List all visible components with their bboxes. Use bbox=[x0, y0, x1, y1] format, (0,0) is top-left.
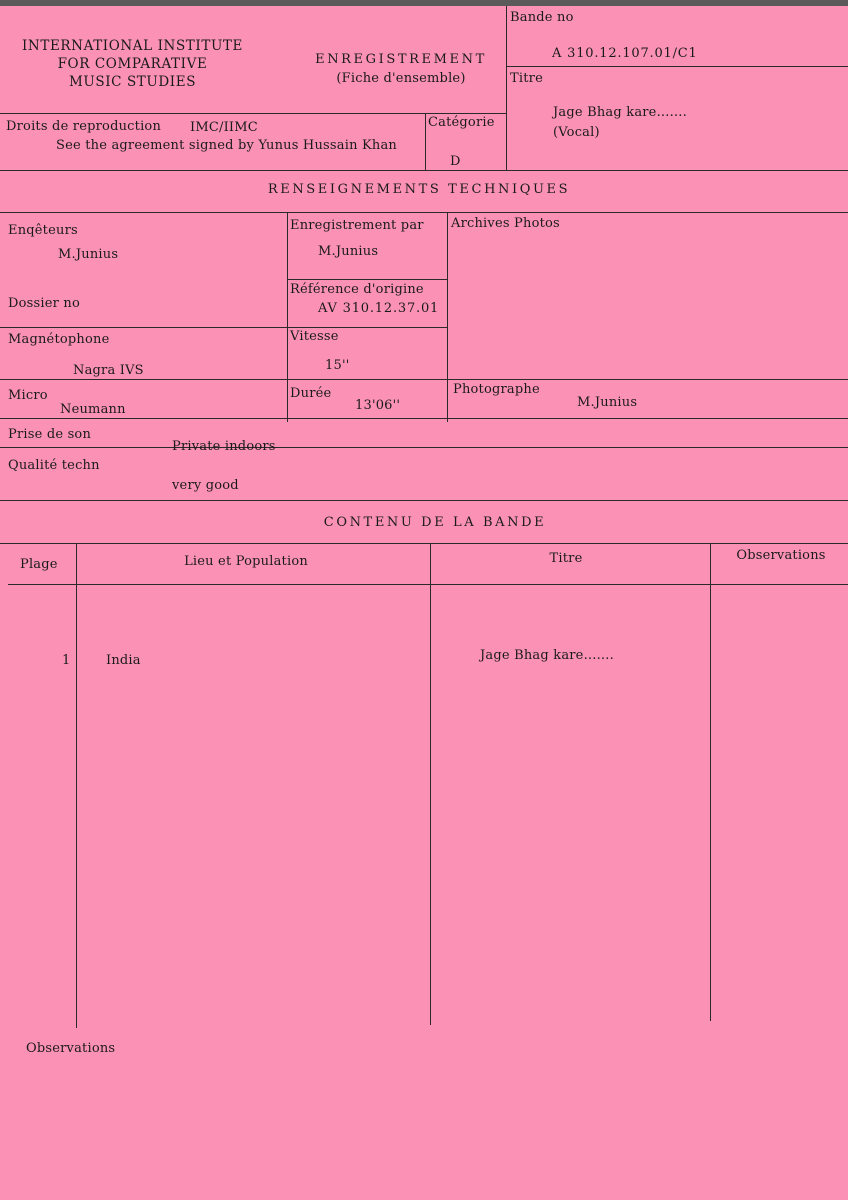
enregistrement-par-value: M.Junius bbox=[318, 244, 379, 259]
divider bbox=[0, 327, 447, 328]
divider bbox=[0, 500, 848, 501]
titre-value-vocal: (Vocal) bbox=[553, 125, 600, 140]
divider bbox=[447, 212, 448, 422]
divider bbox=[287, 279, 447, 280]
droits-note: See the agreement signed by Yunus Hussain Khan bbox=[56, 138, 397, 153]
dossier-label: Dossier no bbox=[8, 296, 80, 311]
divider bbox=[8, 584, 848, 585]
titre-value: Jage Bhag kare....... bbox=[553, 105, 687, 120]
micro-label: Micro bbox=[8, 388, 48, 403]
categorie-value: D bbox=[450, 154, 461, 169]
magnetophone-label: Magnétophone bbox=[8, 332, 110, 347]
duree-value: 13'06'' bbox=[355, 398, 401, 413]
vitesse-value: 15'' bbox=[325, 358, 350, 373]
categorie-label: Catégorie bbox=[428, 115, 495, 130]
row-titre: Jage Bhag kare....... bbox=[480, 648, 614, 663]
divider bbox=[425, 113, 426, 170]
page-subtitle: (Fiche d'ensemble) bbox=[336, 71, 466, 86]
institute-line: FOR COMPARATIVE bbox=[57, 56, 208, 72]
divider bbox=[710, 543, 711, 1021]
photographe-value: M.Junius bbox=[577, 395, 638, 410]
divider bbox=[0, 170, 848, 171]
reference-label: Référence d'origine bbox=[290, 282, 424, 297]
prise-label: Prise de son bbox=[8, 427, 92, 442]
section-title-contents: CONTENU DE LA BANDE bbox=[323, 515, 547, 530]
column-header-titre: Titre bbox=[549, 551, 583, 566]
qualite-label: Qualité techn bbox=[8, 458, 100, 473]
reference-value: AV 310.12.37.01 bbox=[318, 301, 440, 316]
institute-name bbox=[0, 37, 265, 91]
column-header-plage: Plage bbox=[20, 557, 58, 572]
droits-value: IMC/IIMC bbox=[190, 120, 258, 135]
column-header-observations: Observations bbox=[736, 548, 826, 563]
institute-line: INTERNATIONAL INSTITUTE bbox=[22, 38, 243, 54]
vitesse-label: Vitesse bbox=[290, 329, 339, 344]
institute-line: MUSIC STUDIES bbox=[68, 74, 197, 90]
droits-label: Droits de reproduction bbox=[6, 119, 162, 134]
divider bbox=[76, 543, 77, 1028]
page-title: ENREGISTREMENT bbox=[315, 52, 487, 67]
divider bbox=[0, 447, 848, 448]
bande-no-label: Bande no bbox=[510, 10, 574, 25]
divider bbox=[0, 418, 848, 419]
divider bbox=[0, 543, 848, 544]
archives-photos-label: Archives Photos bbox=[451, 216, 560, 231]
magnetophone-value: Nagra IVS bbox=[73, 363, 144, 378]
row-plage: 1 bbox=[62, 653, 71, 668]
divider bbox=[506, 6, 507, 170]
row-lieu: India bbox=[106, 653, 141, 668]
titre-label: Titre bbox=[510, 71, 543, 86]
bande-no-value: A 310.12.107.01/C1 bbox=[552, 46, 698, 61]
photographe-label: Photographe bbox=[453, 382, 540, 397]
divider bbox=[0, 113, 506, 114]
enregistrement-par-label: Enregistrement par bbox=[290, 218, 424, 233]
prise-value: Private indoors bbox=[172, 439, 276, 454]
divider bbox=[0, 212, 848, 213]
section-title-technical: RENSEIGNEMENTS TECHNIQUES bbox=[267, 182, 571, 197]
enqueteurs-value: M.Junius bbox=[58, 247, 119, 262]
enqueteurs-label: Enqêteurs bbox=[8, 223, 78, 238]
divider bbox=[0, 379, 848, 380]
micro-value: Neumann bbox=[60, 402, 126, 417]
duree-label: Durée bbox=[290, 386, 332, 401]
qualite-value: very good bbox=[172, 478, 239, 493]
recording-card bbox=[0, 6, 848, 1200]
divider bbox=[287, 212, 288, 422]
divider bbox=[430, 543, 431, 1025]
column-header-lieu: Lieu et Population bbox=[184, 554, 308, 569]
divider bbox=[506, 66, 848, 67]
observations-label: Observations bbox=[26, 1041, 116, 1056]
